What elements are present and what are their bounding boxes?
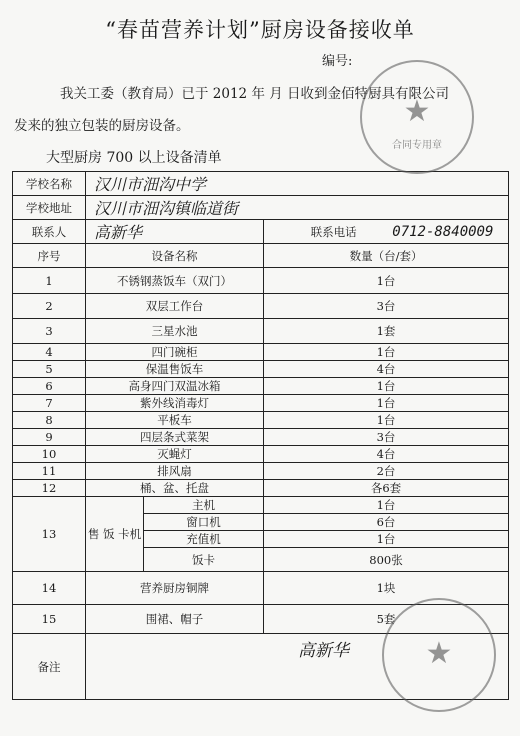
item-no: 2	[13, 294, 86, 319]
item-qty: 6台	[264, 514, 509, 531]
school-name-value: 汉川市沺沟中学	[86, 172, 509, 196]
item-name: 紫外线消毒灯	[86, 395, 264, 412]
item-name: 双层工作台	[86, 294, 264, 319]
school-address-label: 学校地址	[13, 196, 86, 220]
table-row	[13, 361, 509, 378]
item-qty: 2台	[264, 463, 509, 480]
serial-number-label: 编号:	[322, 54, 353, 69]
item-qty: 1台	[264, 378, 509, 395]
remarks-row	[13, 634, 509, 700]
item-no: 13	[13, 497, 86, 572]
card-machine-group-label: 售 饭 卡机	[86, 497, 144, 572]
header-index: 序号	[13, 244, 86, 268]
item-qty: 800张	[264, 548, 509, 572]
contact-value: 高新华	[86, 220, 264, 244]
item-qty: 1台	[264, 395, 509, 412]
school-address-row	[13, 196, 509, 220]
header-device: 设备名称	[86, 244, 264, 268]
item-no: 8	[13, 412, 86, 429]
item-qty: 1台	[264, 344, 509, 361]
item-no: 3	[13, 319, 86, 344]
item-no: 10	[13, 446, 86, 463]
item-qty: 5套	[264, 605, 509, 634]
item-name: 四门碗柜	[86, 344, 264, 361]
item-name: 主机	[144, 497, 264, 514]
item-name: 营养厨房铜牌	[86, 572, 264, 605]
table-header-row	[13, 244, 509, 268]
item-no: 15	[13, 605, 86, 634]
phone-label: 联系电话	[310, 224, 357, 239]
item-name: 窗口机	[144, 514, 264, 531]
item-qty: 3台	[264, 429, 509, 446]
item-qty: 1台	[264, 497, 509, 514]
item-no: 12	[13, 480, 86, 497]
item-no: 9	[13, 429, 86, 446]
item-name: 充值机	[144, 531, 264, 548]
equipment-table	[12, 171, 509, 700]
item-no: 6	[13, 378, 86, 395]
phone-value: 0712-8840009	[392, 223, 494, 240]
table-row	[13, 344, 509, 361]
item-name: 排风扇	[86, 463, 264, 480]
star-icon: ★	[403, 94, 431, 129]
item-name: 平板车	[86, 412, 264, 429]
table-row	[13, 480, 509, 497]
equipment-list-title: 大型厨房 700 以上设备清单	[46, 150, 222, 166]
header-quantity: 数量（台/套）	[264, 244, 509, 268]
item-name: 四层条式菜架	[86, 429, 264, 446]
item-qty: 1块	[264, 572, 509, 605]
table-row	[13, 572, 509, 605]
remarks-label: 备注	[13, 634, 86, 700]
item-name: 桶、盆、托盘	[86, 480, 264, 497]
item-no: 11	[13, 463, 86, 480]
table-row	[13, 412, 509, 429]
table-row	[13, 268, 509, 294]
item-qty: 4台	[264, 361, 509, 378]
item-no: 5	[13, 361, 86, 378]
table-row-13-main	[13, 497, 509, 514]
item-qty: 1台	[264, 412, 509, 429]
contact-row	[13, 220, 509, 244]
contact-label: 联系人	[13, 220, 86, 244]
item-qty: 3台	[264, 294, 509, 319]
item-name: 高身四门双温冰箱	[86, 378, 264, 395]
seal-text: 合同专用章	[392, 140, 442, 151]
item-no: 4	[13, 344, 86, 361]
item-no: 7	[13, 395, 86, 412]
item-name: 饭卡	[144, 548, 264, 572]
item-qty: 1套	[264, 319, 509, 344]
item-qty: 1台	[264, 531, 509, 548]
star-icon: ★	[425, 636, 453, 671]
item-qty: 各6套	[264, 480, 509, 497]
table-row	[13, 463, 509, 480]
school-name-row	[13, 172, 509, 196]
item-no: 1	[13, 268, 86, 294]
table-row	[13, 446, 509, 463]
school-name-label: 学校名称	[13, 172, 86, 196]
table-row	[13, 395, 509, 412]
school-address-value: 汉川市沺沟镇临道街	[86, 196, 509, 220]
item-name: 保温售饭车	[86, 361, 264, 378]
item-qty: 4台	[264, 446, 509, 463]
receipt-statement: 我关工委（教育局）已于 2012 年 月 日收到金佰特厨具有限公司	[60, 86, 450, 102]
item-no: 14	[13, 572, 86, 605]
table-row	[13, 319, 509, 344]
table-row	[13, 605, 509, 634]
table-row	[13, 294, 509, 319]
item-qty: 1台	[264, 268, 509, 294]
item-name: 不锈钢蒸饭车（双门）	[86, 268, 264, 294]
table-row	[13, 429, 509, 446]
phone-cell	[264, 220, 509, 244]
table-row	[13, 378, 509, 395]
item-name: 三星水池	[86, 319, 264, 344]
document-title: “春苗营养计划”厨房设备接收单	[105, 18, 415, 42]
item-name: 围裙、帽子	[86, 605, 264, 634]
item-name: 灭蝇灯	[86, 446, 264, 463]
signature: 高新华	[298, 641, 349, 661]
receipt-statement-cont: 发来的独立包装的厨房设备。	[14, 118, 190, 134]
company-seal	[360, 60, 474, 174]
